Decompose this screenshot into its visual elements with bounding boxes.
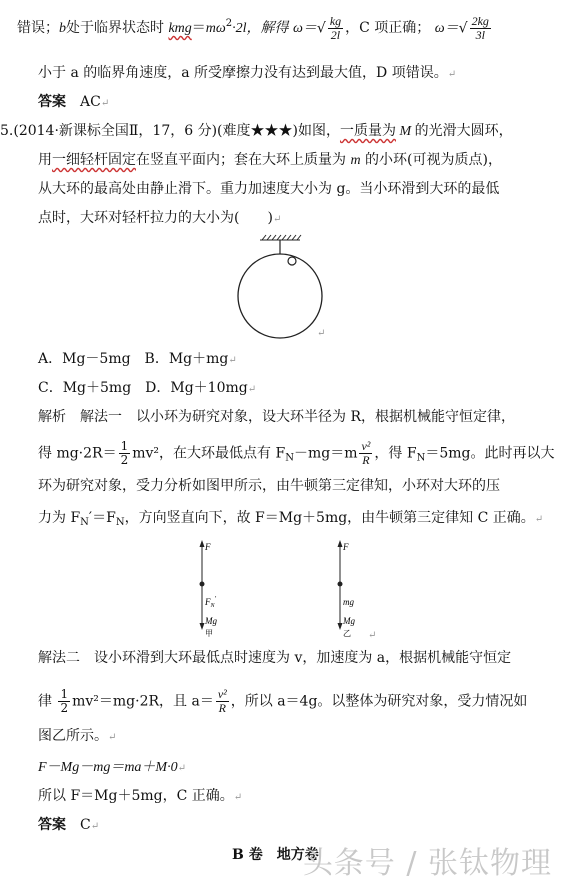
text-line-1: 错误；b处于临界状态时 $kmg=m\omega^2\cdot 2l$，解得 ω＝√ $\frac{kg}{2l}$ ，C 项正确； ω＝√ $\frac{2kg}{3l}$ bbox=[17, 13, 489, 42]
force-label-mg: Mg bbox=[343, 616, 355, 626]
solution-2-line-5: 所以 F＝Mg＋5mg，C 正确。↵ bbox=[38, 788, 243, 804]
question-5-line-3: 从大环的最高处由静止滑下。重力加速度大小为 g。当小环滑到大环的最低 bbox=[38, 181, 500, 197]
force-label-f: F bbox=[205, 542, 211, 552]
solution-1-line-3: 环为研究对象，受力分析如图甲所示，由牛顿第三定律知，小环对大环的压 bbox=[38, 478, 500, 494]
text-line-2: 小于 a 的临界角速度，a 所受摩擦力没有达到最大值，D 项错误。↵ bbox=[38, 65, 457, 81]
force-label-fn: $F_N'$ bbox=[205, 595, 217, 609]
question-5-line-2: 用一细轻杆固定在竖直平面内；套在大环上质量为 m 的小环(可视为质点)， bbox=[38, 152, 502, 168]
caption-jia: 甲 bbox=[205, 629, 213, 638]
question-5-line-1: 5.(2014·新课标全国Ⅱ，17，6 分)(难度★★★)如图，一质量为 M 的光滑大圆环， bbox=[0, 123, 513, 139]
answer-2: 答案 C↵ bbox=[38, 817, 100, 833]
question-5-line-4: 点时，大环对轻杆拉力的大小为( )↵ bbox=[38, 210, 282, 226]
watermark: 头条号 / 张钛物理 bbox=[302, 846, 552, 881]
small-ring bbox=[288, 257, 296, 265]
solution-2-line-4: F－Mg－mg＝ma＋M·0↵ bbox=[38, 760, 186, 775]
svg-text:↵: ↵ bbox=[368, 630, 377, 641]
solution-1-line-1: 解析 解法一 以小环为研究对象，设大环半径为 R，根据机械能守恒定律， bbox=[38, 409, 515, 425]
force-label-mg: Mg bbox=[205, 616, 217, 626]
options-c-d: C．Mg＋5mg D．Mg＋10mg↵ bbox=[38, 380, 257, 396]
solution-1-line-2: 得 mg·2R＝ $\frac{1}{2}$ mv²，在大环最低点有 $F_N-mg=m$ $\frac{\text{v²}}{R}$ ，得 $F_N=5mg$。此时再以大 bbox=[38, 439, 555, 467]
section-heading: B 卷 地方卷 bbox=[232, 847, 319, 863]
options-a-b: A．Mg－5mg B．Mg＋mg↵ bbox=[38, 351, 237, 367]
caption-yi: 乙 bbox=[343, 629, 351, 638]
solution-2-line-3: 图乙所示。↵ bbox=[38, 728, 117, 744]
solution-1-line-4: 力为 $F_N'=F_N$，方向竖直向下，故 F＝Mg＋5mg，由牛顿第三定律知 C 正确。↵ bbox=[38, 510, 544, 528]
large-ring bbox=[238, 254, 322, 338]
solution-2-line-1: 解法二 设小环滑到大环最低点时速度为 v，加速度为 a，根据机械能守恒定 bbox=[38, 650, 512, 666]
force-label-small-mg: mg bbox=[343, 597, 354, 607]
ceiling-hatch bbox=[260, 235, 301, 240]
force-diagram-yi bbox=[328, 536, 378, 644]
answer-1: 答案 AC↵ bbox=[38, 94, 110, 110]
svg-text:↵: ↵ bbox=[317, 328, 326, 339]
ring-figure bbox=[225, 232, 345, 342]
solution-2-line-2: 律 $\frac{1}{2}$ mv²＝mg·2R，且 a＝ $\frac{\text{v²}}{R}$ ，所以 a＝4g。以整体为研究对象，受力情况如 bbox=[38, 687, 528, 715]
force-label-f: F bbox=[343, 542, 349, 552]
force-diagram-jia bbox=[190, 536, 240, 644]
